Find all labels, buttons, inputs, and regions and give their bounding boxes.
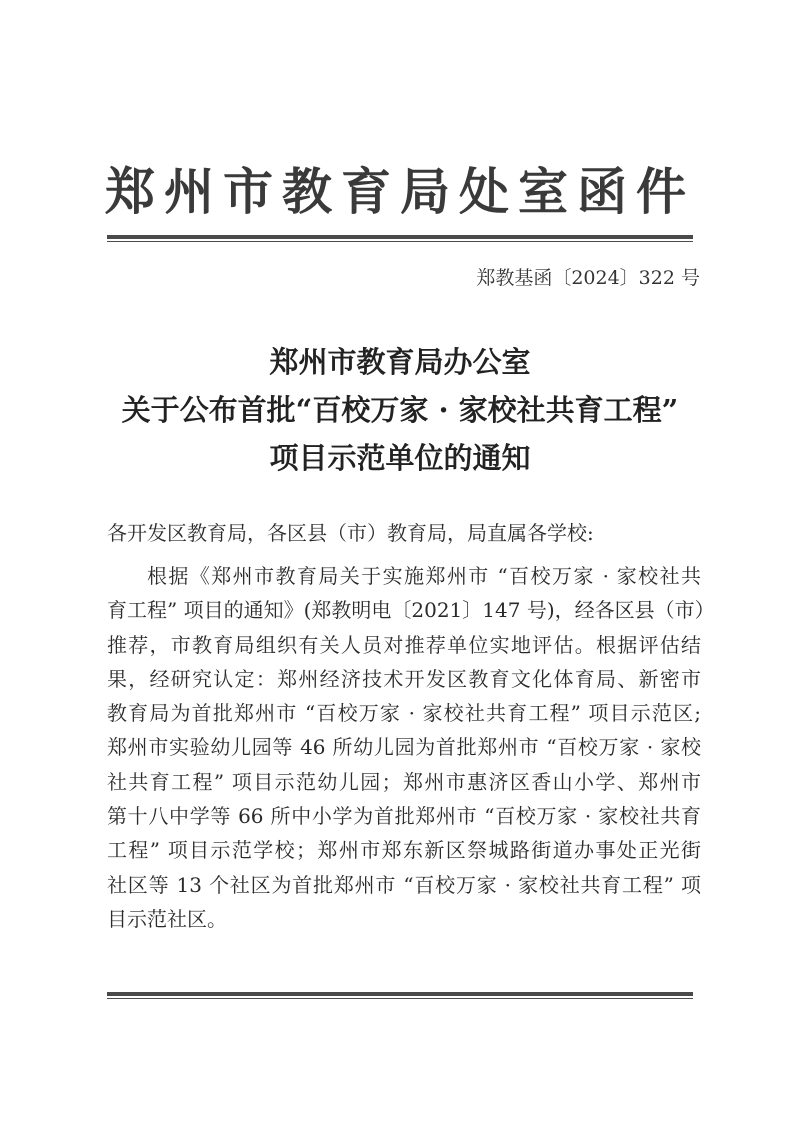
divider-thick-line: [107, 235, 693, 239]
document-number: 郑教基函〔2024〕322 号: [476, 267, 700, 289]
notice-title: [0, 338, 800, 482]
letterhead-divider-top: [107, 235, 693, 242]
body-line: 教育局为首批郑州市 “百校万家 · 家校社共育工程” 项目示范区;: [107, 701, 701, 726]
letterhead-title: 郑州市教育局处室函件: [105, 162, 695, 221]
body-line: 目示范社区。: [107, 906, 227, 931]
divider-thin-line: [107, 241, 693, 242]
body-line: 育工程” 项目的通知》(郑教明电〔2021〕147 号)，经各区县（市）: [107, 598, 715, 623]
body-line: 推荐，市教育局组织有关人员对推荐单位实地评估。根据评估结: [107, 632, 701, 657]
page-divider-bottom: [107, 992, 693, 999]
body-line: 社区等 13 个社区为首批郑州市 “百校万家 · 家校社共育工程” 项: [107, 872, 701, 897]
body-line: 果，经研究认定：郑州经济技术开发区教育文化体育局、新密市: [107, 666, 701, 691]
body-line: 工程” 项目示范学校；郑州市郑东新区祭城路街道办事处正光街: [107, 838, 701, 863]
body-line: 根据《郑州市教育局关于实施郑州市 “百校万家 · 家校社共: [147, 564, 701, 588]
notice-title-line-2: 关于公布首批“百校万家 · 家校社共育工程”: [121, 393, 679, 427]
body-line: 郑州市实验幼儿园等 46 所幼儿园为首批郑州市 “百校万家 · 家校: [107, 735, 701, 760]
divider-thick-line: [107, 992, 693, 996]
salutation: 各开发区教育局，各区县（市）教育局，局直属各学校:: [107, 521, 594, 545]
body-line: 第十八中学等 66 所中小学为首批郑州市 “百校万家 · 家校社共育: [107, 804, 701, 829]
divider-thin-line: [107, 998, 693, 999]
body-paragraph: [107, 559, 715, 936]
notice-title-line-1: 郑州市教育局办公室: [269, 345, 531, 379]
body-line: 社共育工程” 项目示范幼儿园；郑州市惠济区香山小学、郑州市: [107, 769, 701, 794]
notice-title-line-3: 项目示范单位的通知: [269, 441, 531, 475]
